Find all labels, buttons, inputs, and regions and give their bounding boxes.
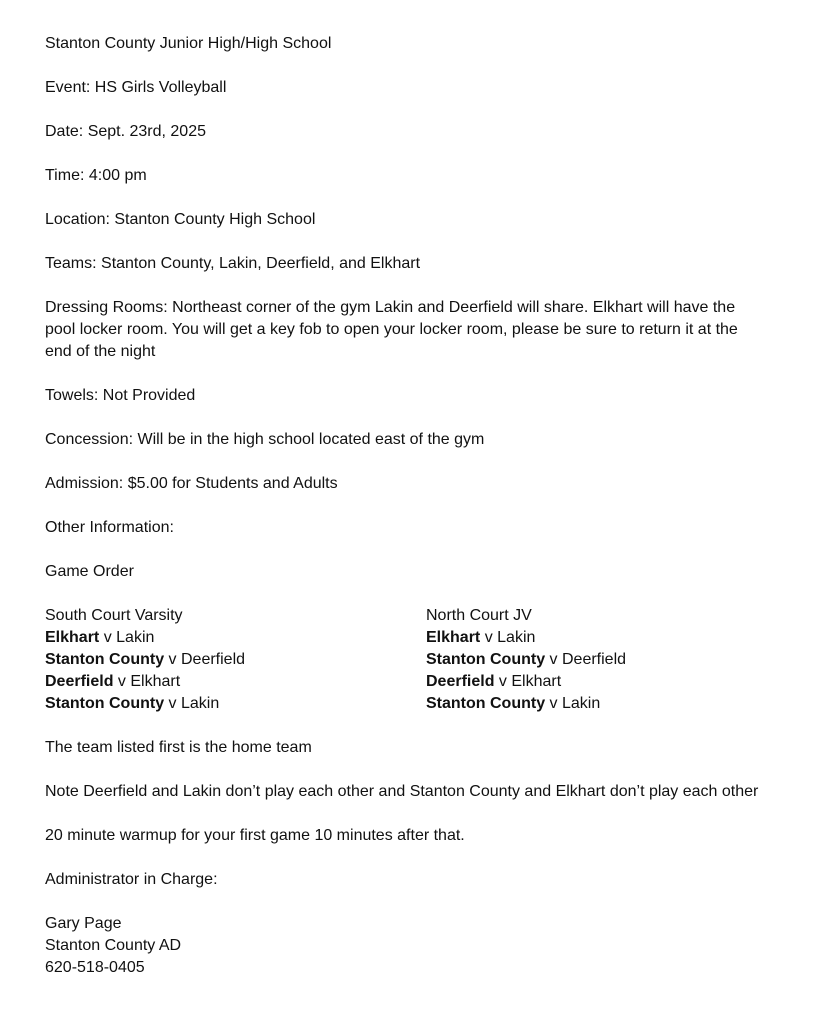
game-order-table	[45, 605, 765, 715]
north-game-row	[426, 671, 756, 693]
admin-contact	[45, 913, 765, 979]
other-info-heading: Other Information:	[45, 519, 174, 536]
home-team: Deerfield	[45, 673, 114, 690]
away-team: v Lakin	[164, 695, 220, 712]
event-line: Event: HS Girls Volleyball	[45, 79, 227, 96]
home-team: Deerfield	[426, 673, 495, 690]
admin-title: Stanton County AD	[45, 937, 182, 954]
home-team: Stanton County	[426, 651, 546, 668]
school-title: Stanton County Junior High/High School	[45, 35, 332, 52]
matchup-note: Note Deerfield and Lakin don’t play each other and Stanton County and Elkhart don’t play each other	[45, 783, 759, 800]
away-team: v Lakin	[480, 629, 536, 646]
home-team: Elkhart	[45, 629, 100, 646]
time-line: Time: 4:00 pm	[45, 167, 147, 184]
location-line: Location: Stanton County High School	[45, 211, 316, 228]
north-court-column	[426, 605, 756, 715]
south-court-heading: South Court Varsity	[45, 607, 183, 624]
date-line: Date: Sept. 23rd, 2025	[45, 123, 206, 140]
away-team: v Deerfield	[545, 651, 627, 668]
towels-line: Towels: Not Provided	[45, 387, 196, 404]
dressing-rooms-paragraph: Dressing Rooms: Northeast corner of the gym Lakin and Deerfield will share. Elkhart will have the pool locker room. You will get a key fob to open your locker room, please be sure to return it at the end of the night	[45, 299, 738, 360]
south-court-column	[45, 605, 426, 715]
teams-line: Teams: Stanton County, Lakin, Deerfield, and Elkhart	[45, 255, 421, 272]
warmup-line: 20 minute warmup for your first game 10 minutes after that.	[45, 827, 465, 844]
away-team: v Elkhart	[494, 673, 562, 690]
north-game-row	[426, 649, 756, 671]
admin-heading: Administrator in Charge:	[45, 871, 218, 888]
home-team: Stanton County	[45, 651, 165, 668]
north-game-row	[426, 627, 756, 649]
home-team: Elkhart	[426, 629, 481, 646]
south-game-row	[45, 693, 426, 715]
home-team: Stanton County	[45, 695, 165, 712]
concession-line: Concession: Will be in the high school located east of the gym	[45, 431, 485, 448]
home-team-note: The team listed first is the home team	[45, 739, 312, 756]
away-team: v Deerfield	[164, 651, 246, 668]
north-game-row	[426, 693, 756, 715]
south-game-row	[45, 627, 426, 649]
south-game-row	[45, 649, 426, 671]
away-team: v Elkhart	[113, 673, 181, 690]
document-page	[45, 33, 765, 979]
south-game-row	[45, 671, 426, 693]
admin-phone: 620-518-0405	[45, 959, 145, 976]
admin-name: Gary Page	[45, 915, 122, 932]
admission-line: Admission: $5.00 for Students and Adults	[45, 475, 338, 492]
away-team: v Lakin	[545, 695, 601, 712]
north-court-heading: North Court JV	[426, 607, 532, 624]
home-team: Stanton County	[426, 695, 546, 712]
away-team: v Lakin	[99, 629, 155, 646]
game-order-heading: Game Order	[45, 563, 134, 580]
